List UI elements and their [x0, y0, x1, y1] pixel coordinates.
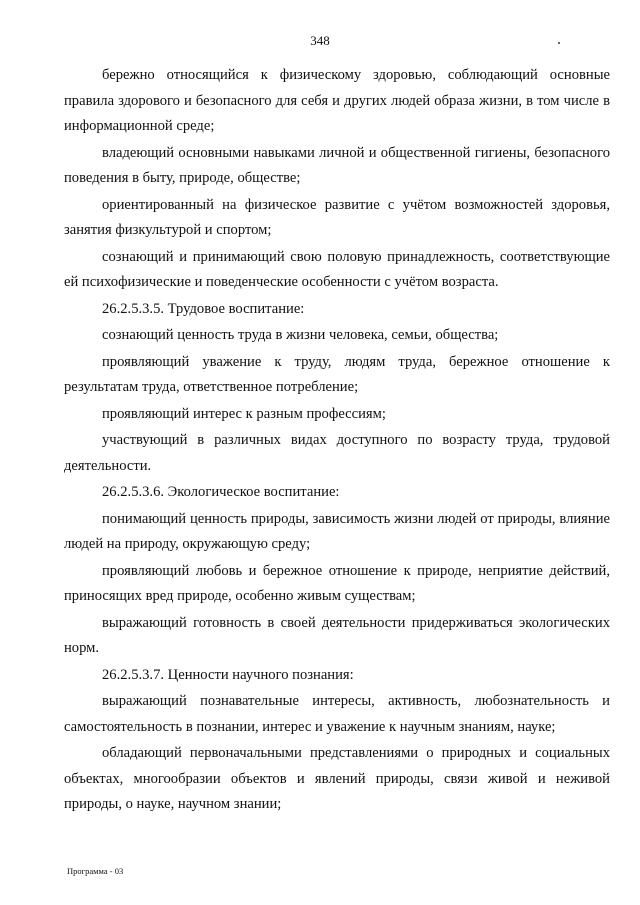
paragraph: владеющий основными навыками личной и общественной гигиены, безопасного поведения в быту, природе, обществе; — [64, 144, 610, 186]
paragraph: проявляющий уважение к труду, людям труда, бережное отношение к результатам труда, ответственное потребление; — [64, 353, 610, 395]
section-heading: 26.2.5.3.5. Трудовое воспитание: — [102, 300, 305, 317]
paragraph: сознающий ценность труда в жизни человека, семьи, общества; — [102, 327, 499, 343]
paragraph: бережно относящийся к физическому здоровью, соблюдающий основные правила здорового и безопасного для себя и других людей образа жизни, в том числе в информационной среде; — [64, 67, 610, 134]
paragraph: понимающий ценность природы, зависимость жизни людей от природы, влияние людей на природу, окружающую среду; — [64, 510, 610, 552]
paragraph: проявляющий интерес к разным профессиям; — [102, 405, 386, 422]
paragraph: выражающий готовность в своей деятельности придерживаться экологических норм. — [64, 614, 610, 656]
paragraph: сознающий и принимающий свою половую принадлежность, соответствующие ей психофизические и поведенческие особенности с учётом возраста. — [64, 248, 610, 290]
paragraph: выражающий познавательные интересы, активность, любознательность и самостоятельность в познании, интерес и уважение к научным знаниям, науке; — [64, 693, 610, 735]
paragraph: обладающий первоначальными представлениями о природных и социальных объектах, многообразии объектов и явлений природы, связи живой и неживой природы, о науке, научном знании; — [64, 745, 610, 812]
page-number: 348 — [310, 33, 330, 48]
paragraph: ориентированный на физическое развитие с учётом возможностей здоровья, занятия физкультурой и спортом; — [64, 196, 610, 238]
scan-speck — [558, 42, 560, 44]
paragraph: участвующий в различных видах доступного по возрасту труда, трудовой деятельности. — [64, 432, 610, 474]
paragraph: проявляющий любовь и бережное отношение к природе, неприятие действий, приносящих вред природе, особенно живым существам; — [64, 562, 610, 604]
section-heading: 26.2.5.3.7. Ценности научного познания: — [102, 666, 354, 683]
section-heading: 26.2.5.3.6. Экологическое воспитание: — [102, 484, 340, 500]
footer-program-label: Программа - 03 — [67, 866, 124, 876]
body-text — [64, 63, 610, 819]
